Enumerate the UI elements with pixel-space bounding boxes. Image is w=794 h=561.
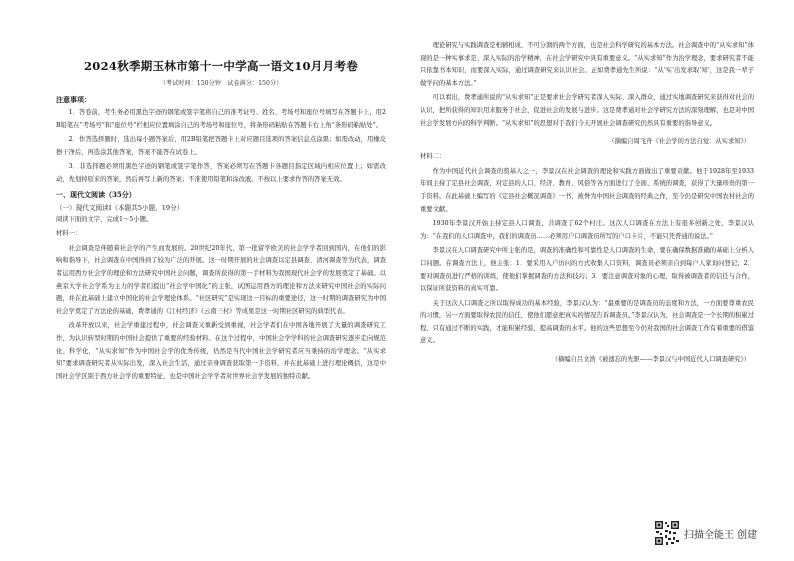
material2-label: 材料二： xyxy=(420,153,446,161)
note-item-3: 3．非选择题必须用黑色字迹的钢笔或签字笔作答，答案必须写在答题卡各题目指定区域内相应位置上；如需改动，先划掉原来的答案，然后再写上新的答案；不准使用铅笔和涂改液。不按以上要求作答的答案无效。 xyxy=(56,163,386,183)
material1-label: 材料一： xyxy=(56,230,82,238)
right-column xyxy=(420,40,754,541)
source-citation-1: （摘编自周飞舟《社会学的方法自觉：从实求知》） xyxy=(608,138,750,146)
notes-heading: 注意事项： xyxy=(56,95,91,104)
scanner-brand-label: 扫描全能王 创建 xyxy=(684,530,758,541)
material1-paragraph: 改革开放以来，社会学重建过程中，社会调查又重新受到重视，社会学者们在中国各地开展了大量的调查研究工作，为认识转型时期的中国社会提供了重要的经验材料。在这个过程中，中国社会学学科的社会调查研究逐步走向规范化、科学化，“从实求知”作为中国社会学的优秀传统，仍然是当代中国社会学研究者应当秉持的治学理念。“从实求知”要求调查研究者从实际出发，深入社会生活，通过亲身调查获取第一手资料，并在此基础上进行理论概括，这是中国社会学区别于西方社会学的重要特征，也是中国社会学学者对世界社会学发展的独特贡献。 xyxy=(56,322,386,380)
material1-continued: 理论研究与实践调查是相辅相成、不可分割的两个方面，也是社会科学研究的基本方法。社会调查中的“从实求知”体现的是一种实事求是、深入实际的治学精神，在社会学研究中具有重要意义。“从实求知”作为治学理念，要求研究者不能只依靠书本知识，而要深入实际，通过调查研究来认识社会。正如费孝通先生所说：“从‘实’出发求取‘知’，这是我一辈子做学问的基本方法。” xyxy=(420,42,754,87)
source-citation-2: （摘编自吕文浩《被遗忘的先驱——李景汉与中国近代人口调查研究》） xyxy=(551,356,750,364)
note-item-2: 2．作答选择题时，选出每小题答案后，用2B铅笔把答题卡上对应题目选项的答案信息点涂黑；如需改动，用橡皮擦干净后，再选涂其他答案，答案不能答在试卷上。 xyxy=(56,136,386,156)
material1-continued: 可以看出，费孝通所说的“从实求知”正是要求社会学研究者深入实际、深入群众，通过实地调查研究来获得对社会的认识，把所获得的知识用来服务于社会，促进社会的发展与进步。这是费孝通对社会学研究方法的深刻理解，也是对中国社会学发展方向的科学判断。“从实求知”的思想对于我们今天开展社会调查研究仍然具有重要的指导意义。 xyxy=(420,94,754,127)
section-heading: 一、现代文阅读（35分） xyxy=(56,189,136,199)
qr-code-icon xyxy=(654,520,680,546)
material2-paragraph: 1930年李景汉开始主持定县人口调查，共调查了62个村庄。这次人口调查在方法上有很多创新之处，李景汉认为：“在我们的人口调查中，我们的调查员……必须用户口调查员所写的户口卡片，不能只凭普通的说法。” xyxy=(420,220,754,240)
left-column xyxy=(56,44,386,541)
page-title: 2024秋季期玉林市第十一中学高一语文10月月考卷 xyxy=(83,59,358,73)
material2-paragraph: 关于这次人口调查之所以取得成功的基本经验，李景汉认为：“最重要的是调查员的态度和方法，一方面要尊重农民的习惯，另一方面要取得农民的信任，使他们愿意把真实的情况告诉调查员。”李景汉认为，社会调查是一个长期的积累过程，只有通过不断的实践，才能积累经验，提高调查的水平。他的这些思想至今仍对我国的社会调查工作有着重要的借鉴意义。 xyxy=(420,299,754,345)
exam-info: （考试时间：150分钟 试卷满分：150分） xyxy=(159,80,283,87)
section-subheading: （一）现代文阅读Ⅰ（本题共5小题，19分） xyxy=(56,203,184,212)
material1-paragraph: 社会调查是伴随着社会学的产生而发展的。20世纪20年代，第一批留学欧美的社会学学者回到国内，在他们的影响和指导下，社会调查在中国得到了较为广泛的开展。这一时期开展的社会调查以定县调查、清河调查等为代表，调查者运用西方社会学的理论和方法研究中国社会问题，调查所获得的第一手材料为我国现代社会学的发展奠定了基础。以燕京大学社会学系为主力的学者们提出“社会学中国化”的主张，试图运用西方的理论和方法来研究中国社会的实际问题，并在此基础上建立中国化的社会学理论体系。“社区研究”是实现这一目标的重要途径，这一时期的调查研究为中国社会学奠定了方法论的基础，费孝通的《江村经济》《云南三村》等成果是这一时期社区研究的典型代表。 xyxy=(56,244,386,315)
reading-instruction: 阅读下面的文字，完成1～5小题。 xyxy=(56,215,153,223)
material2-paragraph: 李景汉在人口调查研究中所主张的是，调查的准确性和可靠性是人口调查的生命，要在确保数据准确的基础上分析人口问题。在调查方法上，他主张：1．要采用入户访问的方式收集人口资料，调查员必须亲自到每户人家询问登记；2．要对调查员进行严格的训练，使他们掌握调查的方法和技巧；3．要注意调查对象的心理，取得被调查者的信任与合作，以保证所获资料的真实可靠。 xyxy=(420,247,754,293)
material2-paragraph: 作为中国近代社会调查的奠基人之一，李景汉在社会调查的理论和实践方面做出了重要贡献。他于1928年至1933年间主持了定县社会调查，对定县的人口、经济、教育、风俗等各方面进行了全面、系统的调查，获得了大量珍贵的第一手资料。在此基础上编写的《定县社会概况调查》一书，被誉为中国社会调查的经典之作，至今仍是研究中国农村社会的重要文献。 xyxy=(420,167,754,213)
note-item-1: 1．答卷前，考生务必用黑色字迹的钢笔或签字笔将自己的准考证号、姓名、考场号和座位号填写在答题卡上，用2B铅笔在“考场号”和“座位号”栏相应位置填涂自己的考场号和座位号，将条形码粘贴在答题卡右上角“条形码粘贴处”。 xyxy=(56,109,386,129)
